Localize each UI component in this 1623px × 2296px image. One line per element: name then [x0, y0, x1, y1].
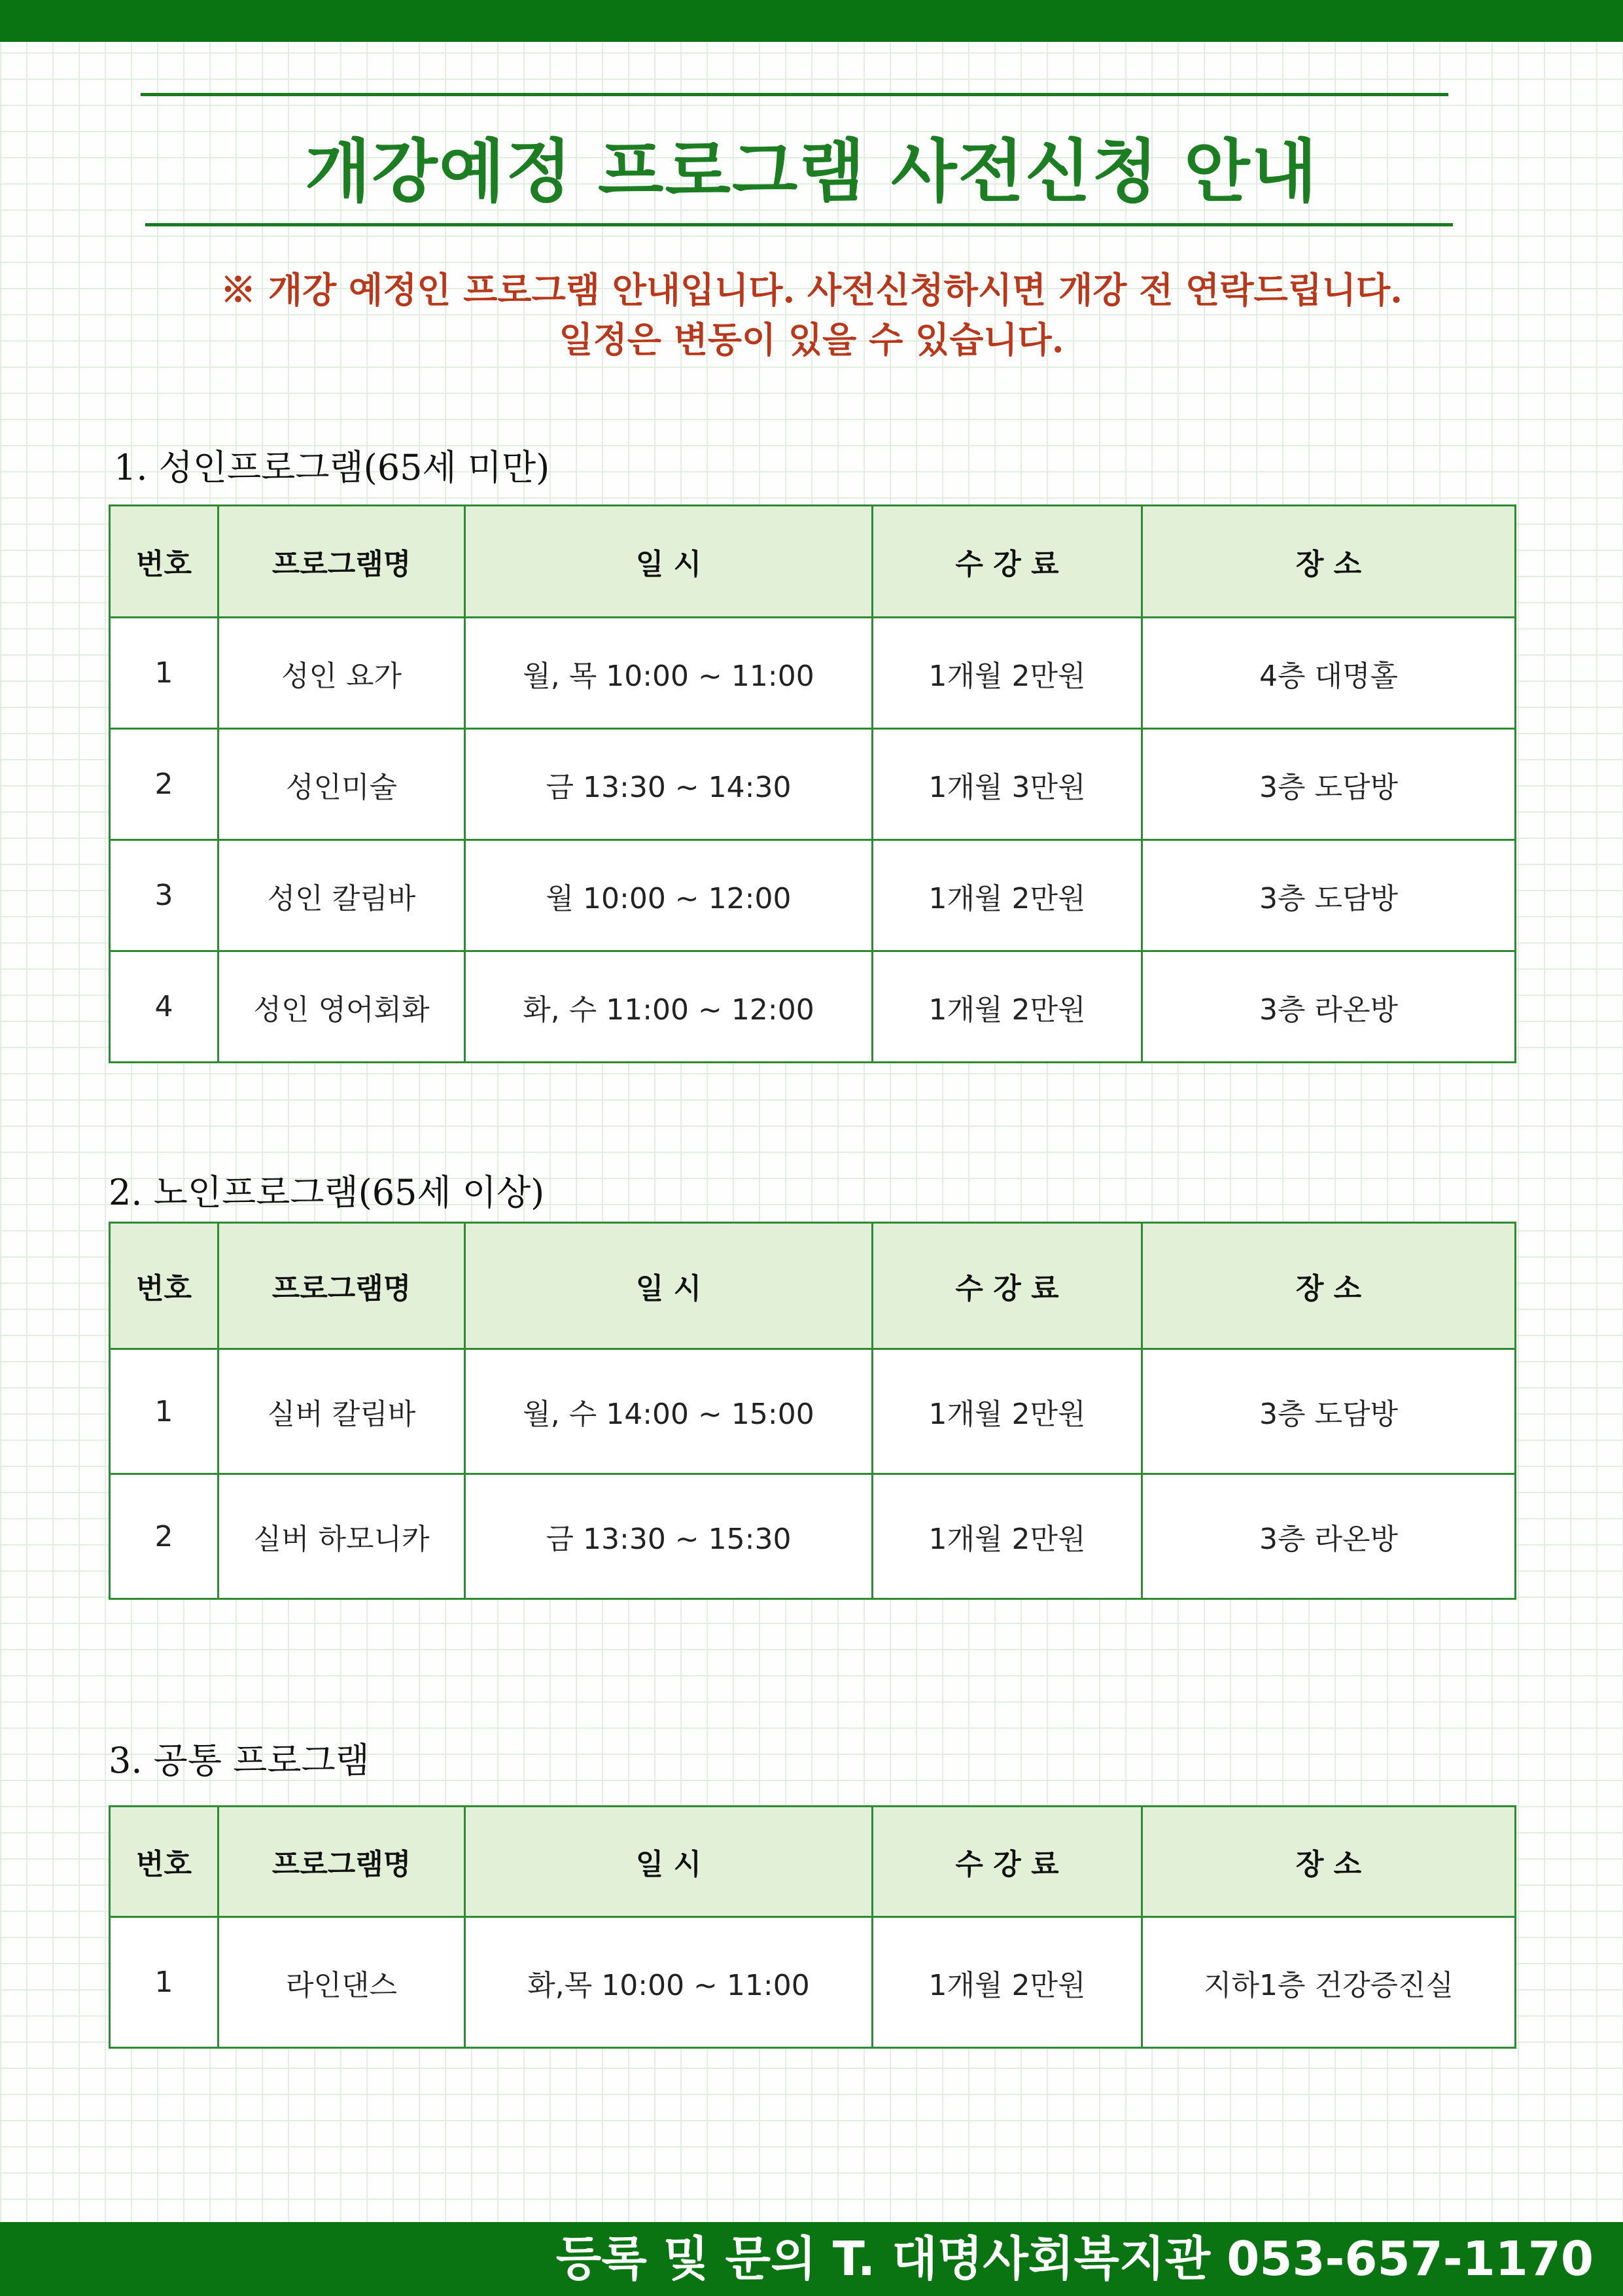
- cell-no: 3: [110, 840, 218, 951]
- program-table-adult: [109, 504, 1516, 1063]
- cell-place: 3층 라온방: [1142, 1474, 1516, 1599]
- cell-fee: 1개월 2만원: [873, 840, 1142, 951]
- cell-fee: 1개월 2만원: [873, 1917, 1142, 2048]
- cell-name: 라인댄스: [218, 1917, 465, 2048]
- col-header-place: 장 소: [1142, 1807, 1516, 1917]
- table-row: [110, 729, 1516, 840]
- cell-place: 4층 대명홀: [1142, 618, 1516, 729]
- cell-fee: 1개월 2만원: [873, 951, 1142, 1063]
- cell-schedule: 월 10:00 ~ 12:00: [465, 840, 873, 951]
- col-header-fee: 수 강 료: [873, 1807, 1142, 1917]
- top-banner-bar: [0, 0, 1623, 42]
- section-title-senior: 2. 노인프로그램(65세 이상): [109, 1172, 545, 1213]
- cell-name: 성인 칼림바: [218, 840, 465, 951]
- cell-schedule: 월, 수 14:00 ~ 15:00: [465, 1349, 873, 1474]
- program-table-common: [109, 1805, 1516, 2049]
- page-title: 개강예정 프로그램 사전신청 안내: [304, 131, 1319, 211]
- table-header-row: [110, 506, 1516, 618]
- cell-no: 4: [110, 951, 218, 1063]
- col-header-no: 번호: [110, 506, 218, 618]
- col-header-fee: 수 강 료: [873, 1223, 1142, 1349]
- cell-place: 3층 도담방: [1142, 729, 1516, 840]
- table-row: [110, 840, 1516, 951]
- table-header-row: [110, 1807, 1516, 1917]
- cell-schedule: 금 13:30 ~ 15:30: [465, 1474, 873, 1599]
- cell-no: 1: [110, 1917, 218, 2048]
- col-header-fee: 수 강 료: [873, 506, 1142, 618]
- cell-no: 2: [110, 1474, 218, 1599]
- table-row: [110, 1474, 1516, 1599]
- cell-name: 실버 칼림바: [218, 1349, 465, 1474]
- col-header-schedule: 일 시: [465, 1223, 873, 1349]
- table-row: [110, 618, 1516, 729]
- footer-bar: [0, 2222, 1623, 2296]
- cell-fee: 1개월 3만원: [873, 729, 1142, 840]
- cell-fee: 1개월 2만원: [873, 1349, 1142, 1474]
- cell-fee: 1개월 2만원: [873, 618, 1142, 729]
- cell-schedule: 금 13:30 ~ 14:30: [465, 729, 873, 840]
- title-bottom-rule: [145, 223, 1453, 226]
- col-header-schedule: 일 시: [465, 1807, 873, 1917]
- program-table-senior: [109, 1222, 1516, 1600]
- section-title-common: 3. 공통 프로그램: [109, 1740, 370, 1781]
- cell-schedule: 월, 목 10:00 ~ 11:00: [465, 618, 873, 729]
- table-header-row: [110, 1223, 1516, 1349]
- cell-schedule: 화, 수 11:00 ~ 12:00: [465, 951, 873, 1063]
- cell-name: 성인 요가: [218, 618, 465, 729]
- cell-fee: 1개월 2만원: [873, 1474, 1142, 1599]
- cell-no: 2: [110, 729, 218, 840]
- col-header-name: 프로그램명: [218, 506, 465, 618]
- table-row: [110, 1349, 1516, 1474]
- table-row: [110, 1917, 1516, 2048]
- cell-name: 실버 하모니카: [218, 1474, 465, 1599]
- col-header-no: 번호: [110, 1807, 218, 1917]
- notice-line-1: ※ 개강 예정인 프로그램 안내입니다. 사전신청하시면 개강 전 연락드립니다.: [220, 269, 1403, 311]
- cell-place: 지하1층 건강증진실: [1142, 1917, 1516, 2048]
- cell-place: 3층 도담방: [1142, 1349, 1516, 1474]
- col-header-no: 번호: [110, 1223, 218, 1349]
- title-top-rule: [141, 93, 1448, 96]
- cell-place: 3층 도담방: [1142, 840, 1516, 951]
- cell-no: 1: [110, 618, 218, 729]
- col-header-name: 프로그램명: [218, 1807, 465, 1917]
- footer-contact: 등록 및 문의 T. 대명사회복지관 053-657-1170: [555, 2231, 1594, 2286]
- col-header-name: 프로그램명: [218, 1223, 465, 1349]
- notice-line-2: 일정은 변동이 있을 수 있습니다.: [559, 319, 1064, 361]
- notice-text: [0, 265, 1623, 364]
- cell-schedule: 화,목 10:00 ~ 11:00: [465, 1917, 873, 2048]
- col-header-schedule: 일 시: [465, 506, 873, 618]
- cell-name: 성인 영어회화: [218, 951, 465, 1063]
- section-title-adult: 1. 성인프로그램(65세 미만): [114, 447, 550, 488]
- col-header-place: 장 소: [1142, 506, 1516, 618]
- col-header-place: 장 소: [1142, 1223, 1516, 1349]
- table-row: [110, 951, 1516, 1063]
- cell-place: 3층 라온방: [1142, 951, 1516, 1063]
- cell-no: 1: [110, 1349, 218, 1474]
- cell-name: 성인미술: [218, 729, 465, 840]
